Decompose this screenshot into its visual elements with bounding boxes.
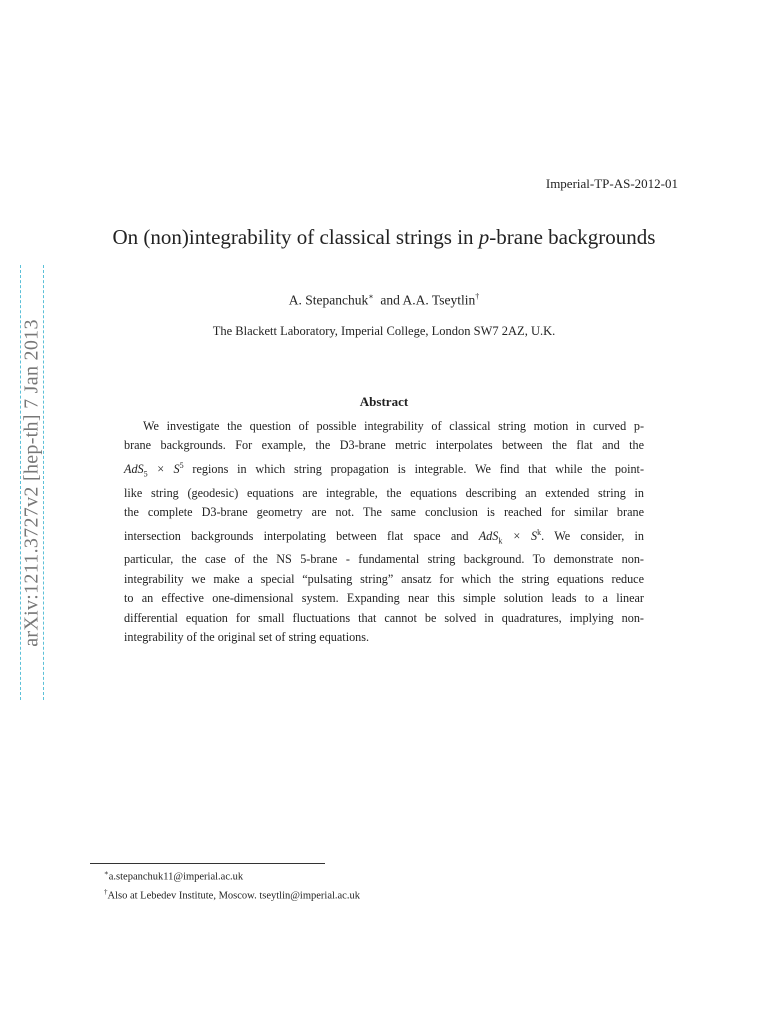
abstract-body [124, 417, 644, 647]
footnote-mark-2: † [475, 292, 480, 301]
paper-title [0, 225, 768, 250]
abstract-text: . We consider, in [541, 528, 644, 543]
affiliation: The Blackett Laboratory, Imperial College, London SW7 2AZ, U.K. [212, 324, 556, 338]
abstract-line [124, 456, 644, 484]
abstract-text: intersection backgrounds interpolating between flat space and [124, 528, 479, 543]
authors [0, 292, 768, 309]
author-tseytlin: and A.A. Tseytlin [380, 292, 476, 308]
abstract-line: particular, the case of the NS 5-brane - fundamental string background. To demonstrate non- [124, 552, 644, 567]
title-prefix: On (non)integrability of classical strings in [112, 225, 479, 249]
footnote-mark-1: ∗ [368, 292, 374, 301]
math-ads: AdS [124, 461, 144, 476]
math-sup: k [537, 527, 542, 537]
abstract-line: to an effective one-dimensional system. Expanding near this simple solution leads to a linear [124, 591, 644, 606]
footnote-1 [104, 866, 360, 885]
math-ads: AdS [478, 528, 499, 543]
footnote-mark: ∗ [104, 869, 109, 877]
math-sphere: × S [147, 461, 180, 476]
abstract-text: regions in which string propagation is integrable. We find that while the point- [183, 461, 644, 476]
abstract-line: differential equation for small fluctuations that cannot be solved in quadratures, implying non- [124, 610, 644, 625]
math-sub: 5 [143, 469, 148, 479]
footnote-mark: † [104, 887, 108, 896]
arxiv-identifier[interactable]: arXiv:1211.3727v2 [hep-th] 7 Jan 2013 [20, 319, 43, 647]
report-number: Imperial-TP-AS-2012-01 [545, 176, 678, 191]
math-sub: k [498, 536, 503, 546]
author-stepanchuk: A. Stepanchuk [288, 292, 369, 308]
abstract-line: integrability we make a special “pulsating string” ansatz for which the string equations reduce [124, 571, 644, 586]
abstract-line: like string (geodesic) equations are integrable, the equations describing an extended string in [124, 485, 644, 500]
abstract-line: the complete D3-brane geometry are not. The same conclusion is reached for similar brane [124, 505, 644, 520]
footnote-text: Also at Lebedev Institute, Moscow. tseytlin@imperial.ac.uk [107, 890, 360, 901]
abstract-line: brane backgrounds. For example, the D3-brane metric interpolates between the flat and the [124, 438, 644, 453]
footnote-2 [104, 885, 360, 904]
abstract-line [124, 523, 644, 551]
abstract-heading: Abstract [359, 394, 409, 409]
title-italic-p: p [478, 225, 490, 249]
abstract-line: We investigate the question of possible integrability of classical string motion in curved p- [143, 419, 644, 433]
math-sphere: × S [502, 528, 538, 543]
abstract-line: integrability of the original set of string equations. [124, 630, 370, 645]
footnote-email: a.stepanchuk11@imperial.ac.uk [108, 871, 244, 883]
math-sup: 5 [179, 460, 184, 470]
footnotes [104, 866, 360, 903]
title-suffix: -brane backgrounds [489, 225, 656, 249]
footnote-rule [90, 863, 325, 864]
